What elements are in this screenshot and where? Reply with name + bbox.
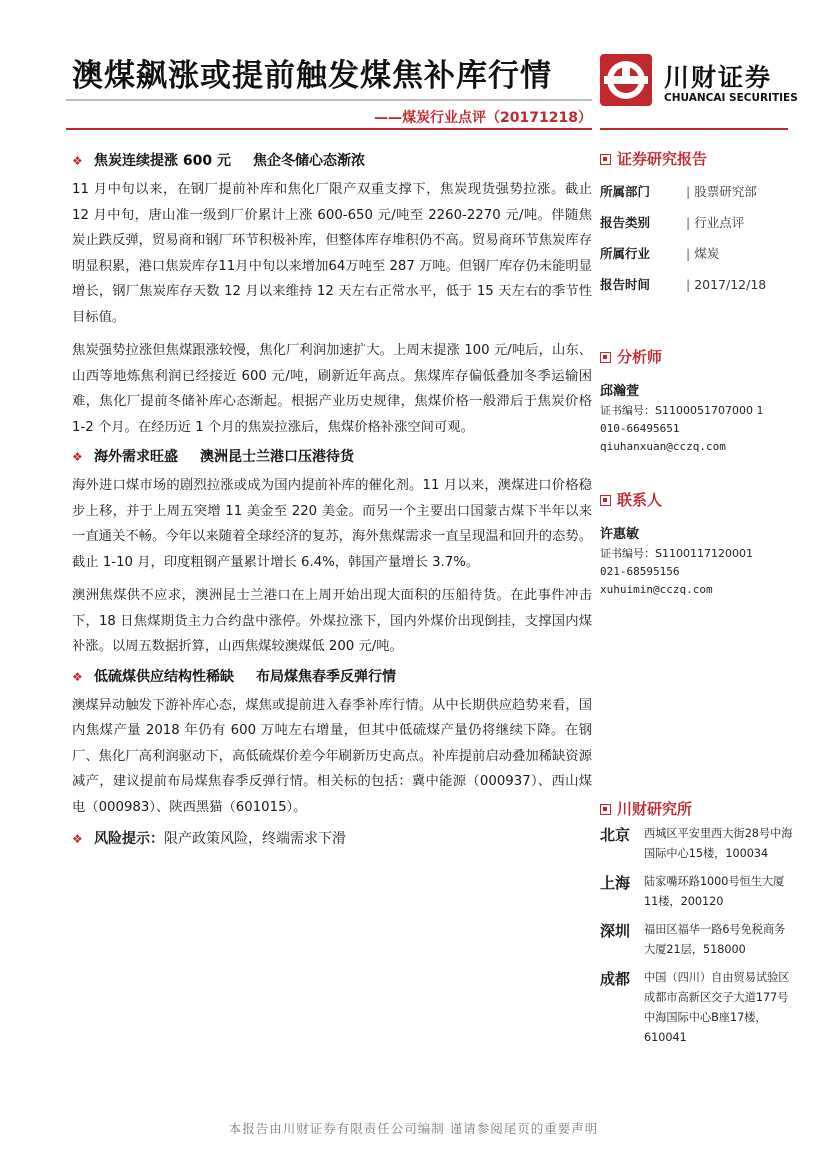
- office-city: 深圳: [600, 922, 631, 940]
- company-logo: [600, 54, 798, 110]
- footer-disclaimer: 本报告由川财证券有限责任公司编制 谨请参阅尾页的重要声明: [228, 1121, 599, 1136]
- analyst-name: 邱瀚萱: [600, 384, 640, 399]
- section-heading-part1: 低硫煤供应结构性稀缺: [94, 668, 234, 685]
- contact-heading: 联系人: [600, 489, 796, 511]
- office-address: 福田区福华一路6号免税商务大厦21层，518000: [644, 923, 786, 956]
- meta-value: | 2017/12/18: [686, 277, 766, 292]
- contact-email[interactable]: xuhuimin@cczq.com: [600, 583, 713, 596]
- diamond-bullet-icon: ❖: [72, 154, 83, 168]
- meta-value: | 煤炭: [686, 246, 719, 261]
- meta-value: | 股票研究部: [686, 184, 757, 199]
- office-address: 中国（四川）自由贸易试验区成都市高新区交子大道177号中海国际中心B座17楼，610041: [644, 971, 790, 1044]
- square-bullet-icon: [600, 154, 611, 165]
- risk-label: 风险提示：: [94, 831, 164, 847]
- institute-panel: [600, 798, 796, 1056]
- logo-name-cn: 川财证券: [664, 63, 773, 92]
- office-shanghai: [600, 872, 796, 912]
- meta-key: 所属行业: [600, 246, 651, 261]
- meta-row: [600, 176, 796, 207]
- analyst-panel: [600, 346, 796, 456]
- analyst-phone: 010-66495651: [600, 422, 680, 435]
- report-info-heading: 证券研究报告: [600, 148, 796, 170]
- sidebar-red-rule: [600, 128, 788, 130]
- diamond-bullet-icon: ❖: [72, 669, 83, 684]
- square-bullet-icon: [600, 352, 611, 363]
- paragraph: 澳煤异动触发下游补库心态，煤焦或提前进入春季补库行情。从中长期供应趋势来看，国内焦煤产量 2018 年仍有 600 万吨左右增量，但其中低硫煤产量仍将继续下降。在钢厂、焦化厂高利润驱动下，高低硫煤价差今年刷新历史高点。补库提前启动叠加稀缺资源减产，建议提前布局煤焦春季反弹行情。相关标的包括：冀中能源（000937）、西山煤电（000983）、陕西黑猫（601015）。: [72, 697, 592, 815]
- report-subtitle: ——煤炭行业点评（20171218）: [374, 110, 592, 126]
- analyst-heading: 分析师: [600, 346, 796, 368]
- section-heading-part2: 布局煤焦春季反弹行情: [256, 668, 396, 685]
- paragraph: 澳洲焦煤供不应求，澳洲昆士兰港口在上周开始出现大面积的压船待货。在此事件冲击下，18 日焦煤期货主力合约盘中涨停。外煤拉涨下，国内外煤价出现倒挂，支撑国内煤补涨。以周五数据折算，山西焦煤较澳煤低 200 元/吨。: [72, 588, 592, 654]
- office-city: 北京: [600, 826, 631, 844]
- contact-name: 许惠敏: [600, 527, 640, 542]
- title-divider: [66, 99, 592, 101]
- meta-value: | 行业点评: [686, 215, 744, 230]
- paragraph: 焦炭强势拉涨但焦煤跟涨较慢，焦化厂利润加速扩大。上周末提涨 100 元/吨后，山东、山西等地炼焦利润已经接近 600 元/吨，刷新近年高点。焦煤库存偏低叠加冬季运输困难，焦化厂提前冬储补库心态渐起。根据产业历史规律，焦煤价格一般滞后于焦炭价格 1-2 个月。在经历近 1 个月的焦炭拉涨后，焦煤价格补涨空间可观。: [72, 343, 592, 435]
- square-bullet-icon: [600, 804, 611, 815]
- section-heading: [72, 664, 592, 690]
- diamond-bullet-icon: ❖: [72, 832, 83, 846]
- contact-cert: 证书编号：S1100117120001: [600, 547, 753, 560]
- logo-name-en: CHUANCAI SECURITIES: [664, 92, 798, 104]
- office-city: 上海: [600, 874, 631, 892]
- meta-row: [600, 269, 796, 300]
- section-heading: [72, 444, 592, 470]
- chuancai-logo-icon: [600, 54, 652, 106]
- meta-key: 所属部门: [600, 184, 651, 199]
- office-chengdu: [600, 968, 796, 1048]
- institute-heading: 川财研究所: [600, 798, 796, 820]
- section-heading-part1: 焦炭连续提涨 600 元: [94, 153, 231, 169]
- office-address: 陆家嘴环路1000号恒生大厦11楼，200120: [644, 875, 785, 908]
- section-heading: [72, 148, 592, 174]
- contact-panel: [600, 489, 796, 599]
- analyst-email[interactable]: qiuhanxuan@cczq.com: [600, 440, 726, 453]
- office-beijing: [600, 824, 796, 864]
- diamond-bullet-icon: ❖: [72, 450, 83, 464]
- section-heading-part1: 海外需求旺盛: [94, 449, 178, 465]
- section-heading-part2: 澳洲昆士兰港口压港待货: [200, 449, 354, 465]
- main-content: [72, 148, 592, 852]
- meta-key: 报告类别: [600, 215, 651, 230]
- risk-text: 限产政策风险，终端需求下滑: [164, 831, 346, 847]
- paragraph: 11 月中旬以来，在钢厂提前补库和焦化厂限产双重支撑下，焦炭现货强势拉涨。截止 12 月中旬，唐山准一级到厂价累计上涨 600-650 元/吨至 2260-2270 元/吨。伴随焦炭止跌反弹，贸易商和钢厂环节积极补库，但整体库存堆积仍不高。贸易商环节焦炭库存明显积累，港口焦炭库存11月中旬以来增加64万吨至 287 万吨。但钢厂库存仍未能明显增长，钢厂焦炭库存天数 12 月以来维持 12 天左右正常水平，低于 15 天左右的季节性目标值。: [72, 182, 592, 325]
- section-heading-part2: 焦企冬储心态渐浓: [252, 153, 365, 169]
- office-shenzhen: [600, 920, 796, 960]
- office-address: 西城区平安里西大街28号中海国际中心15楼，100034: [644, 827, 793, 860]
- office-city: 成都: [600, 970, 631, 988]
- analyst-cert: 证书编号：S1100051707000 1: [600, 404, 764, 417]
- paragraph: 海外进口煤市场的剧烈拉涨或成为国内提前补库的催化剂。11 月以来，澳煤进口价格稳步上移，并于上周五突增 11 美金至 220 美金。而另一个主要出口国蒙古煤下半年以来一直通关不畅。今年以来随着全球经济的复苏，海外焦煤需求一直呈现温和回升的态势。截止 1-10 月，印度粗钢产量累计增长 6.4%，韩国产量增长 3.7%。: [72, 478, 592, 570]
- header-red-rule: [66, 128, 592, 130]
- meta-row: [600, 207, 796, 238]
- meta-row: [600, 238, 796, 269]
- report-info-panel: [600, 148, 796, 300]
- square-bullet-icon: [600, 495, 611, 506]
- risk-warning: [72, 826, 592, 852]
- contact-phone: 021-68595156: [600, 565, 680, 578]
- meta-key: 报告时间: [600, 277, 651, 292]
- report-title: 澳煤飙涨或提前触发煤焦补库行情: [72, 58, 552, 94]
